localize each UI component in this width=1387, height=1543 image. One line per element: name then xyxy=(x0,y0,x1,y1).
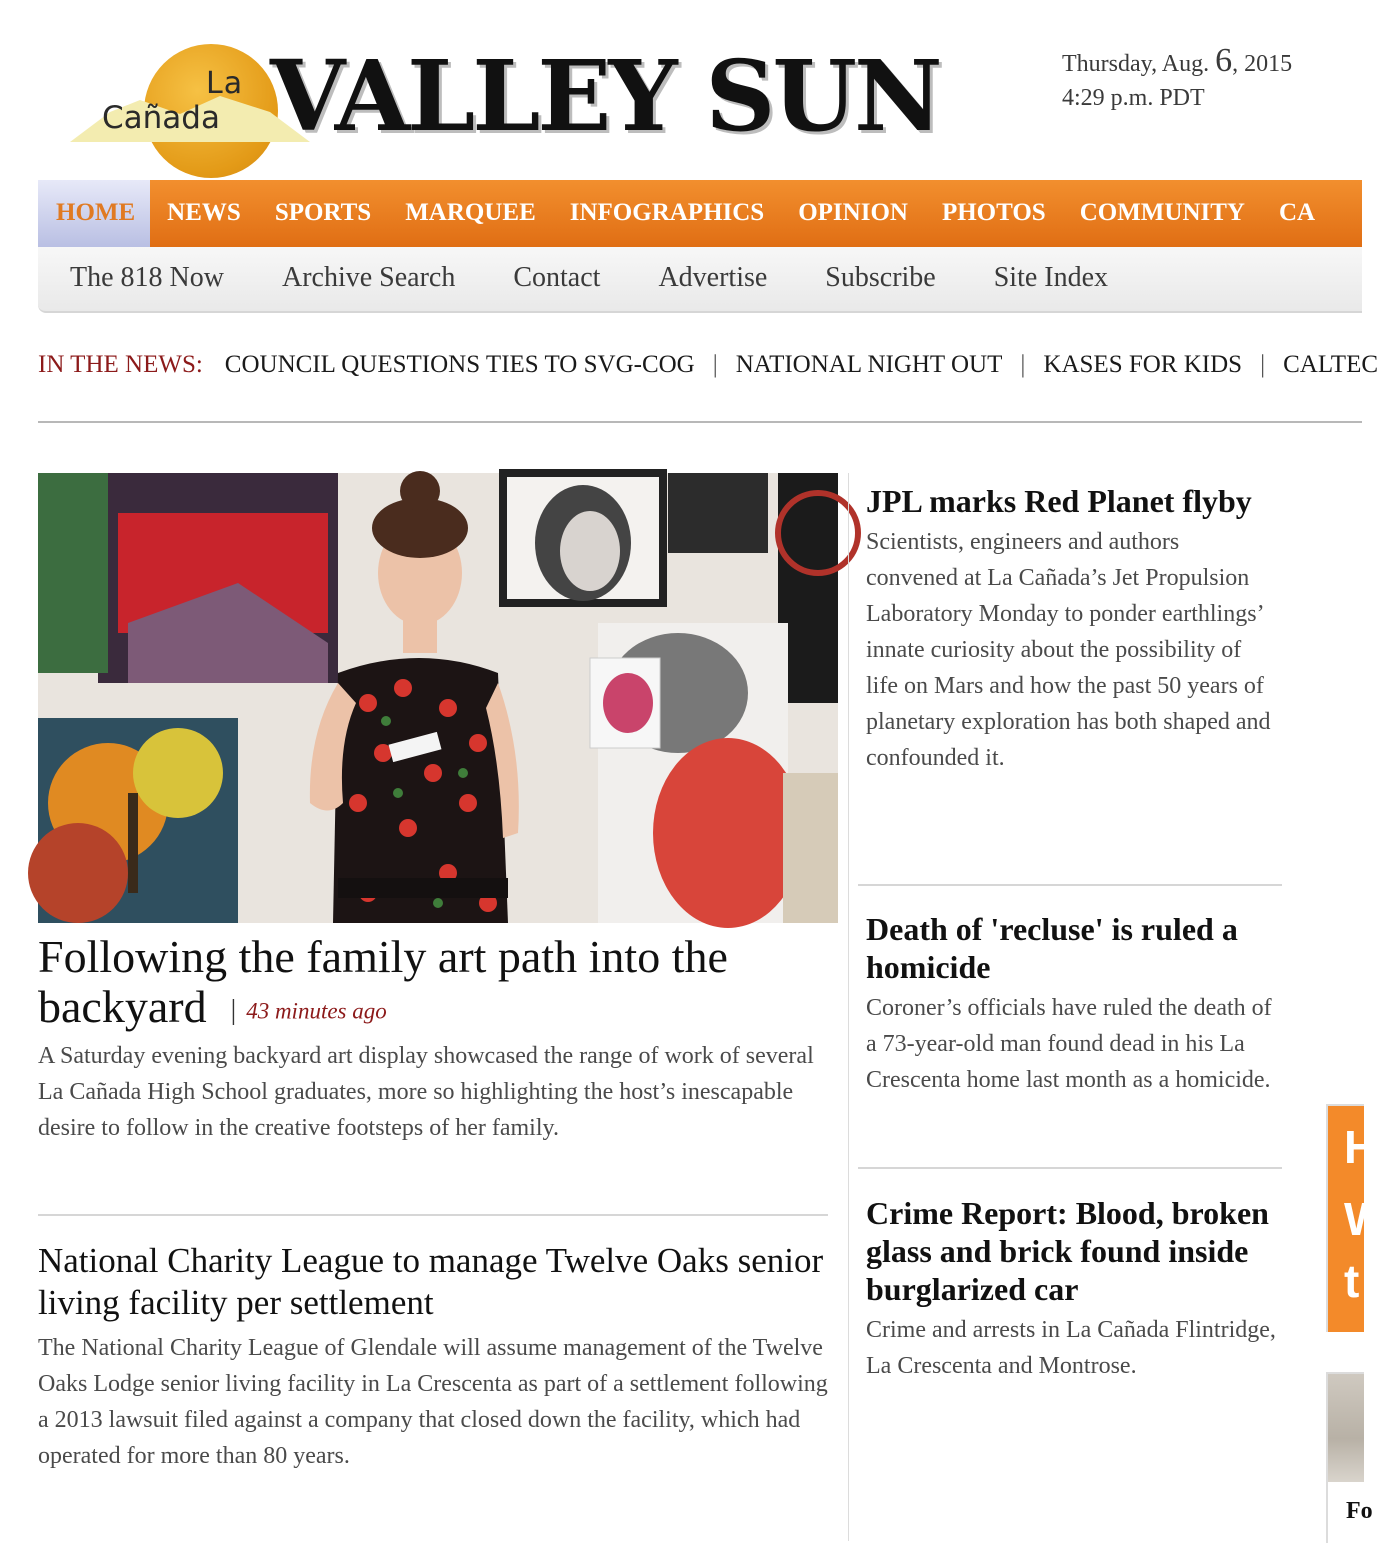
photo-ad-banner[interactable] xyxy=(1326,1372,1373,1543)
second-story-summary: The National Charity League of Glendale will assume management of the Twelve Oaks Lodge senior living facility in La Crescenta as part of a settlement following a 2013 lawsuit filed against a company that closed down the facility, which had operated for more than 80 years. xyxy=(38,1335,828,1469)
side-story-title-link[interactable]: JPL marks Red Planet flyby xyxy=(866,483,1252,519)
timestamp-separator: | xyxy=(230,995,237,1027)
nav-opinion[interactable]: OPINION xyxy=(798,199,908,226)
ad-letter: t xyxy=(1344,1255,1360,1307)
side-story-title-link[interactable]: Death of 'recluse' is ruled a homicide xyxy=(866,911,1238,985)
side-story-summary: Coroner’s officials have ruled the death of a 73-year-old man found dead in his La Crescenta home last month as a homicide. xyxy=(866,995,1272,1093)
subnav-818-now[interactable]: The 818 Now xyxy=(70,262,224,293)
date-day: 6 xyxy=(1215,42,1233,79)
date-year: , 2015 xyxy=(1232,51,1293,77)
in-the-news-bar xyxy=(38,348,1379,384)
second-story-title-link[interactable]: National Charity League to manage Twelve Oaks senior living facility per settlement xyxy=(38,1241,824,1322)
news-separator: | xyxy=(712,351,718,378)
orange-ad-banner[interactable] xyxy=(1326,1104,1387,1332)
side-story-summary: Crime and arrests in La Cañada Flintridge, La Crescenta and Montrose. xyxy=(866,1317,1276,1379)
nav-marquee[interactable]: MARQUEE xyxy=(405,199,536,226)
primary-nav xyxy=(38,180,1362,247)
logo-canada-text: Cañada xyxy=(102,100,220,136)
side-story-divider xyxy=(858,1167,1282,1169)
news-link-caltech[interactable]: CALTEC xyxy=(1283,351,1379,378)
nav-sports[interactable]: SPORTS xyxy=(274,199,372,226)
nav-infographics[interactable]: INFOGRAPHICS xyxy=(569,199,765,226)
dateline xyxy=(1062,44,1292,115)
news-separator: | xyxy=(1020,351,1026,378)
news-link-kases-for-kids[interactable]: KASES FOR KIDS xyxy=(1043,351,1243,378)
subnav-advertise[interactable]: Advertise xyxy=(658,262,768,293)
ad-letter: W xyxy=(1344,1193,1387,1245)
nav-news[interactable]: NEWS xyxy=(167,199,241,226)
lead-story-photo[interactable] xyxy=(38,473,838,923)
nav-community[interactable]: COMMUNITY xyxy=(1079,199,1245,226)
lead-story-summary: A Saturday evening backyard art display showcased the range of work of several La Cañada High School graduates, more so highlighting the host’s inescapable desire to follow in the creative footsteps of her family. xyxy=(38,1043,814,1141)
header-divider xyxy=(38,421,1362,423)
side-story xyxy=(866,910,1276,1098)
subnav-subscribe[interactable]: Subscribe xyxy=(825,262,936,293)
lead-story-timestamp: 43 minutes ago xyxy=(246,998,387,1024)
ad-image xyxy=(1328,1374,1364,1482)
side-story-title-link[interactable]: Crime Report: Blood, broken glass and brick found inside burglarized car xyxy=(866,1195,1269,1307)
subnav-contact[interactable]: Contact xyxy=(513,262,601,293)
column-divider xyxy=(848,473,849,1541)
story-divider xyxy=(38,1214,828,1216)
logo-title: VALLEY SUN xyxy=(270,39,940,153)
news-link-council[interactable]: COUNCIL QUESTIONS TIES TO SVG-COG xyxy=(224,351,695,378)
date-prefix: Thursday, Aug. xyxy=(1062,51,1210,77)
lead-story-title-link[interactable]: Following the family art path into the backyard xyxy=(38,931,728,1032)
secondary-nav xyxy=(38,247,1362,313)
site-logo[interactable] xyxy=(60,36,960,156)
nav-home[interactable]: HOME xyxy=(38,180,150,247)
date xyxy=(1062,44,1292,81)
side-story xyxy=(866,482,1276,776)
subnav-archive-search[interactable]: Archive Search xyxy=(281,262,456,293)
side-story-divider xyxy=(858,884,1282,886)
nav-photos[interactable]: PHOTOS xyxy=(941,199,1046,226)
lead-story-headline xyxy=(38,932,828,1036)
ad-letter: H xyxy=(1344,1121,1378,1173)
subnav-site-index[interactable]: Site Index xyxy=(993,262,1109,293)
lead-photo-illustration xyxy=(38,473,838,923)
in-the-news-label: IN THE NEWS: xyxy=(38,351,203,378)
side-story xyxy=(866,1194,1276,1384)
news-link-national-night-out[interactable]: NATIONAL NIGHT OUT xyxy=(735,351,1003,378)
news-separator: | xyxy=(1260,351,1266,378)
time: 4:29 p.m. PDT xyxy=(1062,85,1205,111)
side-story-summary: Scientists, engineers and authors convened at La Cañada’s Jet Propulsion Laboratory Monday to ponder earthlings’ innate curiosity about the possibility of life on Mars and how the past 50 years of planetary exploration has both shaped and confounded it. xyxy=(866,529,1271,771)
logo-la-text: La xyxy=(206,66,244,101)
nav-ca-truncated[interactable]: CA xyxy=(1278,199,1316,226)
ad-caption: Fo xyxy=(1346,1498,1373,1524)
